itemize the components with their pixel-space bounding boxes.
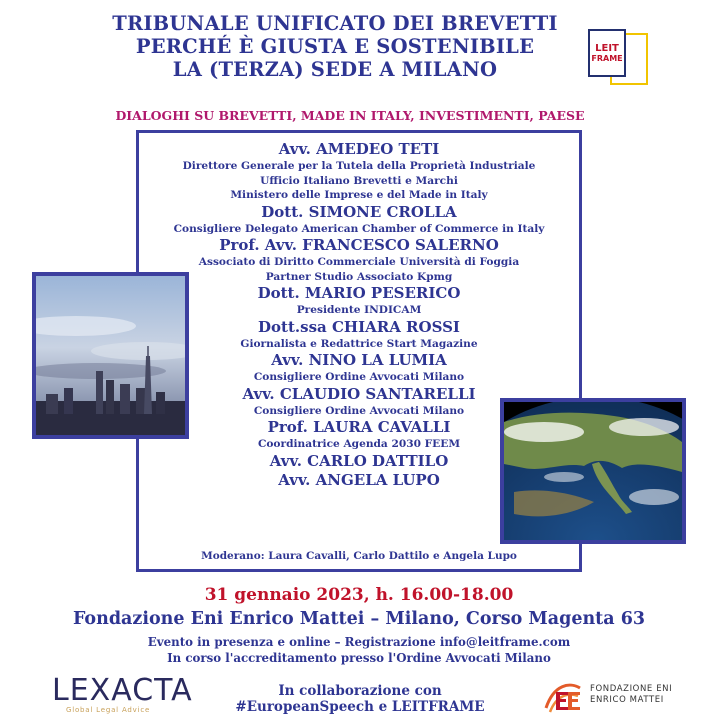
speaker-role: Consigliere Ordine Avvocati Milano xyxy=(253,404,465,417)
speaker-role: Ufficio Italiano Brevetti e Marchi xyxy=(260,174,458,187)
collaboration-line-2: #EuropeanSpeech e LEITFRAME xyxy=(235,699,485,715)
lexacta-logo-tagline: Global Legal Advice xyxy=(66,706,151,714)
feem-logo xyxy=(540,678,710,716)
feem-logo-line-2: ENRICO MATTEI xyxy=(590,695,664,705)
earth-satellite-photo xyxy=(500,398,686,544)
feem-logo-line-1: FONDAZIONE ENI xyxy=(590,684,673,694)
lexacta-logo xyxy=(52,673,202,716)
speaker-role: Ministero delle Imprese e del Made in Italy xyxy=(230,189,488,201)
event-title xyxy=(90,12,580,81)
speaker-name: Dott. SIMONE CROLLA xyxy=(261,202,457,221)
speaker-role: Partner Studio Associato Kpmg xyxy=(265,270,453,283)
speaker-role: Direttore Generale per la Tutela della Proprietà Industriale xyxy=(182,160,536,172)
title-line-1: TRIBUNALE UNIFICATO DEI BREVETTI xyxy=(112,12,558,35)
title-line-2: PERCHÉ È GIUSTA E SOSTENIBILE xyxy=(135,35,535,58)
speaker xyxy=(136,284,582,318)
speaker-name: Avv. NINO LA LUMIA xyxy=(271,351,447,369)
event-subtitle: DIALOGHI SU BREVETTI, MADE IN ITALY, INVESTIMENTI, PAESE xyxy=(115,108,585,123)
speaker-name: Avv. ANGELA LUPO xyxy=(278,470,440,489)
leitframe-logo-text-2: FRAME xyxy=(591,53,623,63)
leitframe-logo-text-1: LEIT xyxy=(595,42,619,54)
speaker xyxy=(136,140,582,203)
speaker-name: Avv. CARLO DATTILO xyxy=(269,451,449,470)
event-info xyxy=(100,634,618,666)
speaker-name: Prof. LAURA CAVALLI xyxy=(267,418,451,436)
event-date: 31 gennaio 2023, h. 16.00-18.00 xyxy=(204,585,514,605)
feem-logo-mark-icon xyxy=(540,678,588,716)
registration-line: Evento in presenza e online – Registrazione info@leitframe.com xyxy=(147,635,571,649)
title-line-3: LA (TERZA) SEDE A MILANO xyxy=(172,58,498,81)
speaker-role: Consigliere Delegato American Chamber of Commerce in Italy xyxy=(173,222,545,235)
speaker xyxy=(136,203,582,237)
speaker-name: Dott.ssa CHIARA ROSSI xyxy=(258,317,460,336)
speaker-role: Coordinatrice Agenda 2030 FEEM xyxy=(257,438,461,450)
feem-logo-text xyxy=(590,684,672,706)
leitframe-logo-box xyxy=(588,29,626,77)
speaker-name: Dott. MARIO PESERICO xyxy=(257,284,461,302)
milan-skyline-photo xyxy=(32,272,189,439)
collaboration-text xyxy=(200,683,520,715)
speaker-name: Prof. Avv. FRANCESCO SALERNO xyxy=(219,236,499,254)
event-venue: Fondazione Eni Enrico Mattei – Milano, Corso Magenta 63 xyxy=(72,609,646,629)
speaker-role: Giornalista e Redattrice Start Magazine xyxy=(240,337,478,350)
leitframe-logo xyxy=(586,27,652,87)
speaker xyxy=(136,351,582,385)
speaker-name: Avv. AMEDEO TETI xyxy=(278,140,440,158)
speaker-name: Avv. CLAUDIO SANTARELLI xyxy=(242,384,476,403)
collaboration-line-1: In collaborazione con xyxy=(278,683,442,699)
speaker xyxy=(136,236,582,284)
speaker xyxy=(136,318,582,352)
accreditation-line: In corso l'accreditamento presso l'Ordine Avvocati Milano xyxy=(167,651,551,665)
moderators-line: Moderano: Laura Cavalli, Carlo Dattilo e Angela Lupo xyxy=(201,550,517,562)
lexacta-logo-wordmark: LEXACTA xyxy=(52,673,193,708)
speaker-role: Presidente INDICAM xyxy=(296,304,422,316)
speaker-role: Consigliere Ordine Avvocati Milano xyxy=(253,371,465,383)
speaker-role: Associato di Diritto Commerciale Università di Foggia xyxy=(198,256,520,268)
